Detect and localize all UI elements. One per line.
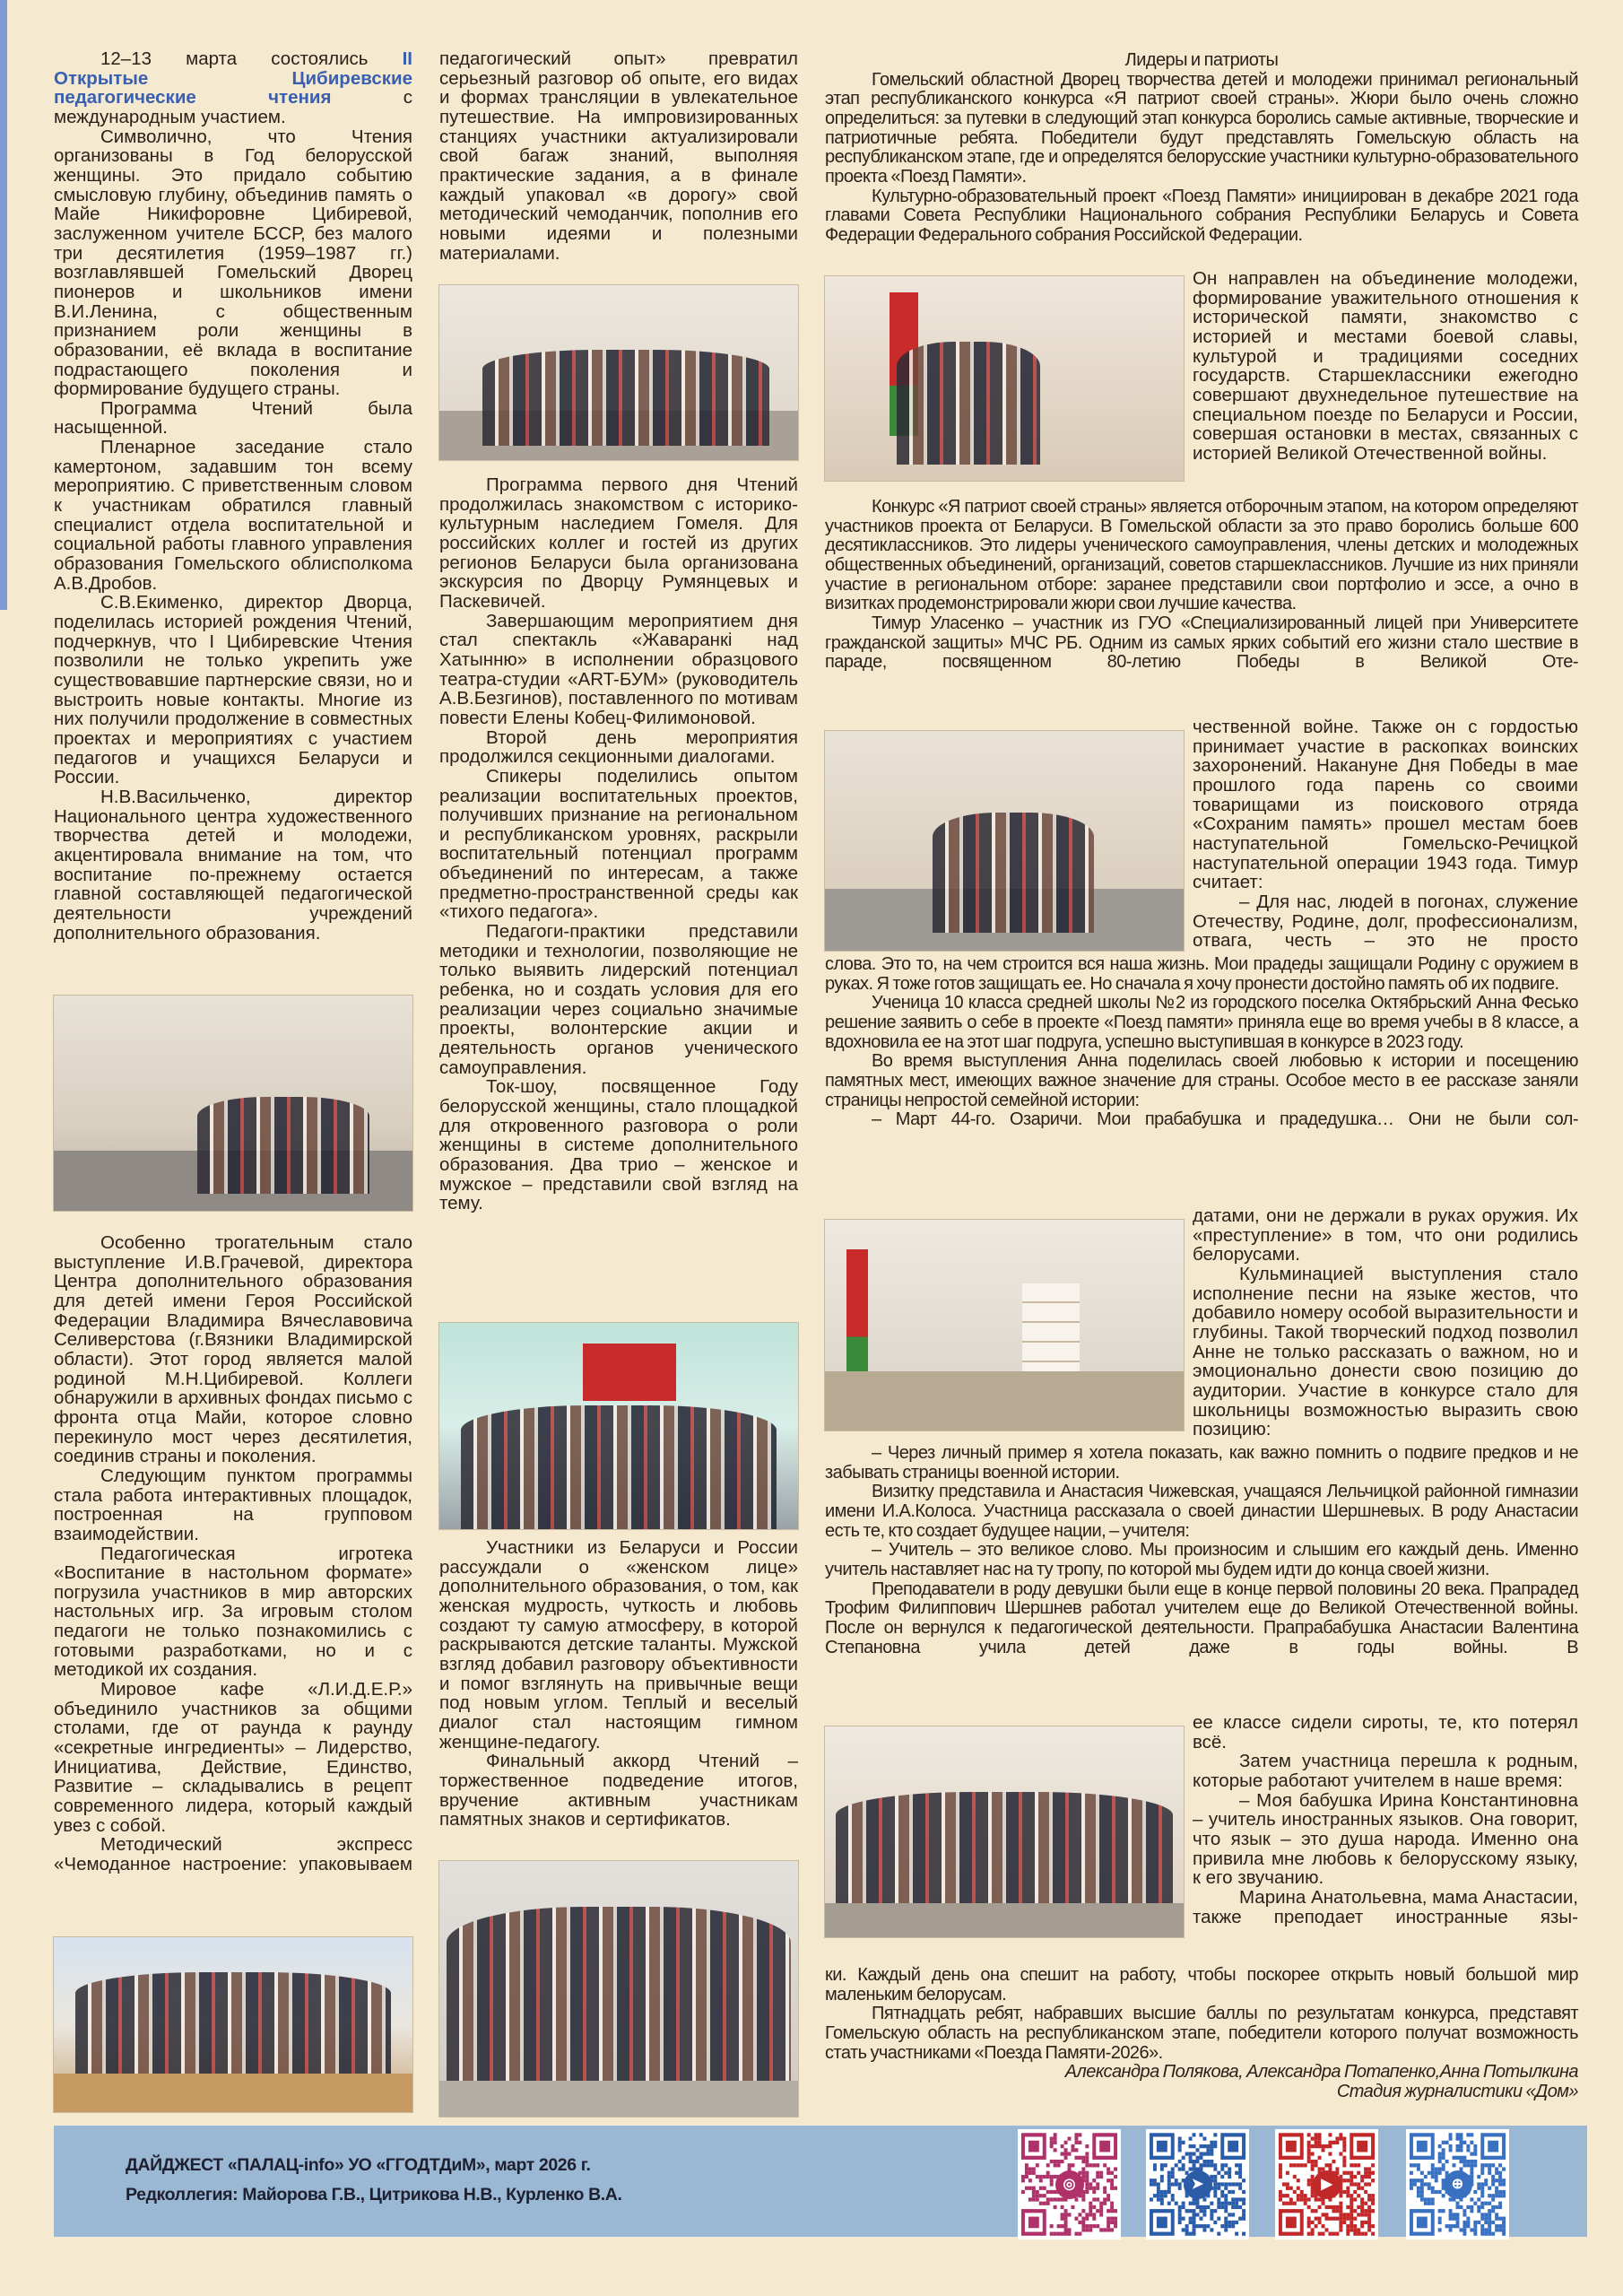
instagram-icon: ◎: [1055, 2170, 1084, 2199]
paragraph: слова. Это то, на чем строится вся наша жизнь. Мои прадеды защищали Родину с оружием в руках. Я тоже готов защищать ее. Но сначала я хочу пронести достойно память об их подвиге.: [825, 954, 1578, 994]
article-middle-block-2: [439, 475, 798, 1213]
paragraph: Затем участница перешла к родным, которые работают учителем в наше время:: [1193, 1751, 1578, 1791]
paragraph: ки. Каждый день она спешит на работу, чтобы поскорее открыть новый большой мир маленьким белорусам.: [825, 1965, 1578, 2005]
paragraph: – Через личный пример я хотела показать, как важно помнить о подвиге предков и не забывать страницы военной истории.: [825, 1443, 1578, 1483]
article-right-block-3: [825, 955, 1578, 1130]
qr-code-website[interactable]: [1406, 2129, 1509, 2239]
authors-signature: Александра Полякова, Александра Потапенко,Анна Потылкина: [1064, 2062, 1578, 2083]
article-right-block-4: [825, 1444, 1578, 1657]
paragraph: Финальный аккорд Чтений – торжественное подведение итогов, вручение активным участникам памятных знаков и сертификатов.: [439, 1751, 798, 1831]
qr-code-youtube[interactable]: [1275, 2129, 1378, 2239]
paragraph: датами, они не держали в руках оружия. Их «преступление» в том, что они родились белорусами.: [1193, 1205, 1578, 1265]
paragraph: Участники из Беларуси и России рассуждали о «женском лице» дополнительного образования, о том, как женская мудрость, чуткость и любовь создают ту самую атмосферу, в которой раскрываются детские таланты. Мужской взгляд добавил разговору объективности и помог взглянуть на привычные вещи под новым углом. Теплый и веселый диалог стал настоящим гимном женщине-педагогу.: [439, 1537, 798, 1752]
paragraph: Пленарное заседание стало камертоном, задавшим тон всему мероприятию. С приветственным словом к участникам обратился главный специалист отдела воспитательной и социальной работы главного управления образования Гомельского облисполкома А.В.Дробов.: [54, 437, 412, 594]
paragraph: – Для нас, людей в погонах, служение Отечеству, Родине, долг, профессионализм, отвага, честь – это не просто: [1193, 891, 1578, 952]
paragraph: – Моя бабушка Ирина Константиновна – учитель иностранных языков. Она говорит, что язык – это душа народа. Именно она привила мне любовь к белорусскому языку, к его звучанию.: [1193, 1789, 1578, 1889]
studio-signature: Стадия журналистики «Дом»: [1336, 2081, 1578, 2101]
paragraph: Второй день мероприятия продолжился секционными диалогами.: [439, 726, 798, 768]
photo-board-games: [54, 1937, 412, 2112]
paragraph: Спикеры поделились опытом реализации воспитательных проектов, получивших признание на региональном и республиканском уровнях, раскрыли воспитательный потенциал программ объединений по интересам, а также предметно-пространственной среды как «тихого педагога».: [439, 765, 798, 923]
paragraph: Программа Чтений была насыщенной.: [54, 397, 412, 439]
page-edge-bar: [0, 0, 7, 610]
paragraph: Н.В.Васильченко, директор Национального центра художественного творчества детей и молодежи, акцентировала внимание на том, что воспитание по-прежнему остается главной составляющей педагогической деятельности учреждений дополнительного образования.: [54, 786, 412, 944]
paragraph: – Учитель – это великое слово. Мы произносим и слышим его каждый день. Именно учитель наставляет нас на ту тропу, по которой мы будем идти до конца своей жизни.: [825, 1540, 1578, 1579]
paragraph: Кульминацией выступления стало исполнение песни на языке жестов, что добавило номеру особой выразительности и глубины. Такой творческий подход позволил Анне не только рассказать о важном, но и эмоционально донести свою позицию до аудитории. Участие в конкурсе стало для школьницы возможностью выразить свою позицию:: [1193, 1263, 1578, 1440]
article-right-side-3: [1193, 1206, 1578, 1439]
paragraph: Педагоги-практики представили методики и технологии, позволяющие не только выявить лидерский потенциал ребенка, но и создать условия для его реализации через социально значимые проекты, волонтерские акции и деятельность органов ученического самоуправления.: [439, 921, 798, 1078]
paragraph: Культурно-образовательный проект «Поезд Памяти» инициирован в декабре 2021 года главами Совета Республики Национального собрания Республики Беларусь и Совета Федерации Федерального собрания Российской Федерации.: [825, 186, 1578, 245]
paragraph: чественной войне. Также он с гордостью принимает участие в раскопках воинских захоронений. Накануне Дня Победы в мае прошлого года парень со своими товарищами из поискового отряда «Сохраним память» прошел местам боев наступательной Гомельско-Речицкой наступательной операции 1943 года. Тимур считает:: [1193, 717, 1578, 893]
globe-icon: ⊕: [1444, 2170, 1472, 2199]
paragraph: Во время выступления Анна поделилась своей любовью к истории и посещению памятных мест, имеющих важное значение для страны. Особое место в ее рассказе заняли страницы непростой семейной истории:: [825, 1051, 1578, 1110]
photo-plenary-session: [54, 996, 412, 1211]
intro-paragraph: 12–13 марта состоялись II Открытые Цибиревские педагогические чтения с международным участием.: [54, 48, 413, 127]
article-right-side-4: [1193, 1713, 1578, 1926]
paragraph: педагогический опыт» превратил серьезный разговор об опыте, его видах и формах трансляции в увлекательное путешествие. На импровизированных станциях участники актуализировали свой багаж знаний, выполняя практические задания, а в финале каждый упаковал «в дорогу» свой методический чемоданчик, пополнив его новыми идеями и полезными материалами.: [439, 48, 798, 264]
article-right-block-2: [825, 498, 1578, 673]
article-middle-block-1: [439, 49, 798, 263]
photo-group-participants: [439, 285, 798, 460]
paragraph: Особенно трогательным стало выступление И.В.Грачевой, директора Центра дополнительного образования для детей имени Героя Российской Федерации Владимира Вячеславовича Селиверстова (г.Вязники Владимирской области). Этот город является малой родиной М.Н.Цибиревой. Коллеги обнаружили в архивных фондах письмо с фронта отца Майи, которое словно перекинуло мост через десятилетия, соединив страны и поколения.: [54, 1232, 412, 1467]
paragraph: Конкурс «Я патриот своей страны» является отборочным этапом, на котором определяют участников проекта от Беларуси. В Гомельской области за это право боролись больше 600 десятиклассников. Это лидеры ученического самоуправления, члены детских и молодежных общественных объединений, организаций, советов старшеклассников. Лучшие из них приняли участие в региональном отборе: заранее представили свои портфолио и эссе, а очно в визитках продемонстрировали жюри свои лучшие качества.: [825, 497, 1578, 614]
paragraph: Ток-шоу, посвященное Году белорусской женщины, стало площадкой для откровенного разговора о роли женщины в системе дополнительного образования. Два трио – женское и мужское – представили свой взгляд на тему.: [439, 1076, 798, 1214]
paragraph: Марина Анатольевна, мама Анастасии, также преподает иностранные язы-: [1193, 1886, 1578, 1927]
photo-patriot-opening: [825, 276, 1184, 481]
editorial-board: Редколлегия: Майорова Г.В., Цитрикова Н.В., Курленко В.А.: [126, 2185, 622, 2205]
article-left-block-1: [54, 49, 412, 943]
photo-participants-certificates: [825, 1726, 1184, 1937]
paragraph: Пятнадцать ребят, набравших высшие баллы по результатам конкурса, представят Гомельскую область на республиканском этапе, победители которого получат возможность стать участниками «Поезда Памяти-2026».: [825, 2004, 1578, 2063]
photo-talk-show: [439, 1323, 798, 1529]
article-left-block-2: [54, 1233, 412, 1874]
paragraph: Преподаватели в роду девушки были еще в конце первой половины 20 века. Прапрадед Трофим Филиппович Шершнев работал учителем еще до Великой Отечественной войны. После он вернулся к педагогической деятельности. Прапрабабушка Анастасии Валентина Степановна учила детей даже в годы войны. В: [825, 1578, 1578, 1657]
paragraph: – Март 44-го. Озаричи. Мои прабабушка и прадедушка… Они не были сол-: [872, 1109, 1578, 1130]
article-right-side-1: [1193, 269, 1578, 464]
paragraph: Визитку представила и Анастасия Чижевская, учащаяся Лельчицкой районной гимназии имени И.А.Колоса. Участница рассказала о своей династии Шершневых. В роду Анастасии есть те, кто создает будущее нации, – учителя:: [825, 1482, 1578, 1541]
youtube-icon: ▶: [1313, 2170, 1341, 2199]
paragraph: С.В.Екименко, директор Дворца, поделилась историей рождения Чтений, подчеркнув, что I Цибиревские Чтения позволили не только укрепить уже существовавшие партнерские связи, но и выстроить новые контакты. Многие из них получили продолжение в совместных проектах и мероприятиях с участием педагогов и учащихся Беларуси и России.: [54, 592, 412, 788]
paragraph: Методический экспресс «Чемоданное настроение: упаковываем: [54, 1834, 412, 1874]
paragraph: Символично, что Чтения организованы в Год белорусской женщины. Это придало событию смысловую глубину, объединив память о Майе Никифоровне Цибиревой, заслуженном учителе БССР, без малого три десятилетия (1959–1987 гг.) возглавлявшей Гомельский Дворец пионеров и школьников имени В.И.Ленина, с общественным признанием роли женщины в образовании, её вклада в воспитание подрастающего поколения и формирование будущего страны.: [54, 126, 412, 400]
paragraph: Гомельский областной Дворец творчества детей и молодежи принимал региональный этап республиканского конкурса «Я патриот своей страны». Жюри было очень сложно определиться: за путевки в следующий этап конкурса боролись самые активные, творческие и патриотичные ребята. Победители будут представлять Гомельскую область на республиканском этапе, где и определятся белорусские участники культурно-образовательного проекта «Поезд Памяти».: [825, 69, 1578, 187]
paragraph: Педагогическая игротека «Воспитание в настольном формате» погрузила участников в мир авторских настольных игр. За игровым столом педагоги не только познакомились с готовыми разработками, но и с методикой их создания.: [54, 1543, 412, 1681]
qr-code-telegram[interactable]: [1146, 2129, 1249, 2239]
paragraph: Завершающим мероприятием дня стал спектакль «Жаваранкі над Хатынню» в исполнении образцового театра-студии «ART-БУМ» (руководитель А.В.Безгинов), поставленного по мотивам повести Елены Кобец-Филимоновой.: [439, 610, 798, 728]
article-middle-block-3: [439, 1538, 798, 1830]
photo-anna-speech: [825, 1220, 1184, 1431]
digest-info: ДАЙДЖЕСТ «ПАЛАЦ-info» УО «ГГОДТДиМ», март 2026 г.: [126, 2155, 591, 2175]
paragraph: Мировое кафе «Л.И.Д.Е.Р.» объединило участников за общими столами, где от раунда к раунду «секретные ингредиенты» – Лидерство, Инициатива, Действие, Единство, Развитие – складывались в рецепт современного лидера, который каждый увез с собой.: [54, 1679, 412, 1836]
paragraph: Программа первого дня Чтений продолжилась знакомством с историко-культурным наследием Гомеля. Для российских коллег и гостей из других регионов Беларуси была организована экскурсия по Дворцу Румянцевых и Паскевичей.: [439, 474, 798, 612]
qr-code-instagram[interactable]: [1018, 2129, 1121, 2239]
article-right-block-5: [825, 1966, 1578, 2102]
paragraph: Следующим пунктом программы стала работа интерактивных площадок, построенная на групповом взаимодействии.: [54, 1465, 412, 1544]
article-right-side-2: [1193, 718, 1578, 951]
footer-band: [54, 2126, 1587, 2237]
event-title: II Открытые Цибиревские педагогические чтения: [54, 48, 412, 109]
article-title: Лидеры и патриоты: [1124, 50, 1279, 70]
paragraph: ее классе сидели сироты, те, кто потерял всё.: [1193, 1712, 1578, 1752]
telegram-icon: ➤: [1184, 2170, 1212, 2199]
article-right-block-1: [825, 51, 1578, 246]
paragraph: Ученица 10 класса средней школы №2 из городского поселка Октябрьский Анна Фесько решение заявить о себе в проекте «Поезд памяти» приняла еще во время учебы в 8 классе, а вдохновила ее на этот шаг подруга, успешно выступившая в конкурсе в 2023 году.: [825, 993, 1578, 1052]
photo-winners-stage: [825, 731, 1184, 951]
paragraph: Тимур Уласенко – участник из ГУО «Специализированный лицей при Университете гражданской защиты» МЧС РБ. Одним из самых ярких событий его жизни стало шествие в параде, посвященном 80-летию Победы в Великой Оте-: [825, 613, 1578, 673]
paragraph: Он направлен на объединение молодежи, формирование уважительного отношения к исторической памяти, знакомство с историей и местами боевой славы, культурой и традициями соседних государств. Старшеклассники ежегодно совершают двухнедельное путешествие на специальном поезде по Беларуси и России, совершая остановки в местах, связанных с историей Великой Отечественной войны.: [1193, 268, 1578, 464]
photo-final-group: [439, 1861, 798, 2117]
